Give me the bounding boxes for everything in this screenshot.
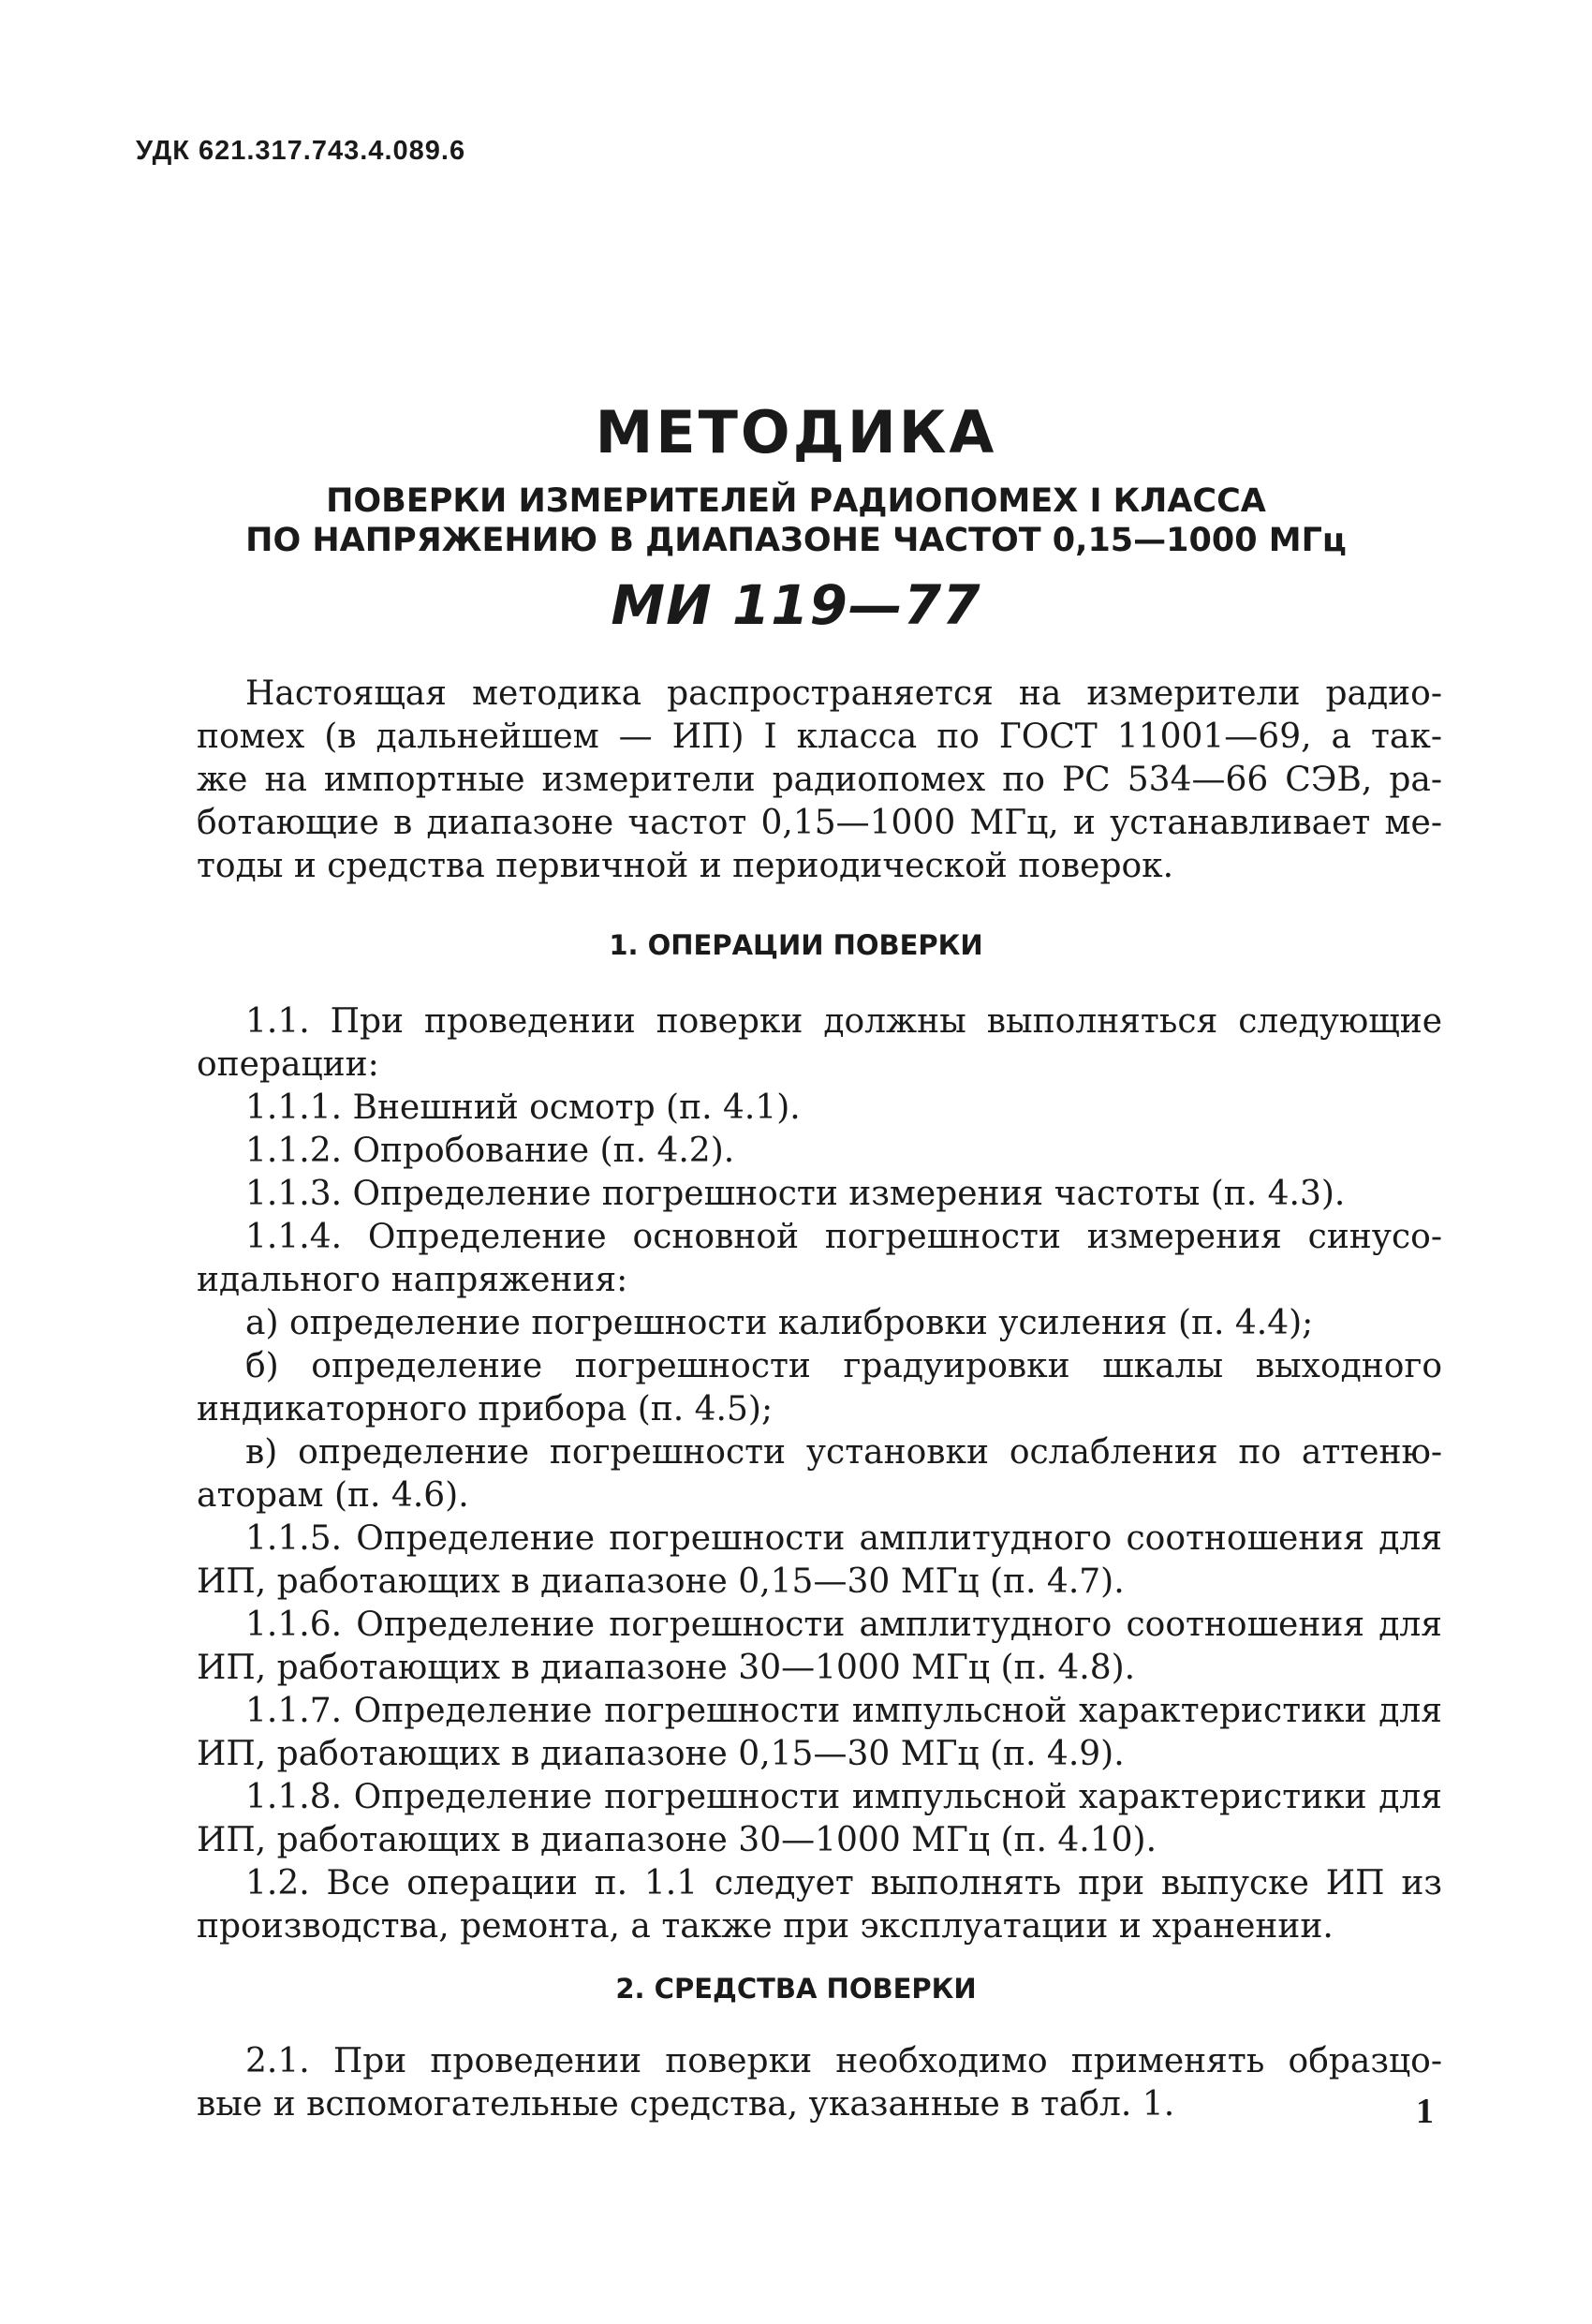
section-1-line: а) определение погрешности калибровки усиления (п. 4.4); — [245, 1304, 1314, 1342]
intro-line: Настоящая методика распространяется на измерители радио- — [245, 674, 1442, 713]
section-1-line: идального напряжения: — [197, 1261, 628, 1299]
section-1-line: 1.1. При проведении поверки должны выполняться следующие — [245, 1002, 1442, 1041]
section-1-line: 1.1.2. Опробование (п. 4.2). — [245, 1132, 735, 1170]
section-1-line: ИП, работающих в диапазоне 30—1000 МГц (п. 4.10). — [197, 1821, 1157, 1859]
section-1-line: индикаторного прибора (п. 4.5); — [197, 1390, 774, 1428]
document-subtitle-line-1: ПОВЕРКИ ИЗМЕРИТЕЛЕЙ РАДИОПОМЕХ I КЛАССА — [326, 482, 1266, 520]
section-1-line: б) определение погрешности градуировки шкалы выходного — [245, 1347, 1442, 1385]
intro-line: ботающие в диапазоне частот 0,15—1000 МГц, и устанавливает ме- — [197, 804, 1442, 842]
section-1-line: в) определение погрешности установки ослабления по аттеню- — [245, 1433, 1442, 1472]
section-1-line: ИП, работающих в диапазоне 0,15—30 МГц (п. 4.7). — [197, 1562, 1125, 1601]
section-1-line: 1.1.8. Определение погрешности импульсной характеристики для — [245, 1778, 1442, 1816]
section-1-line: 1.1.7. Определение погрешности импульсной характеристики для — [245, 1692, 1442, 1730]
section-1-line: 1.1.6. Определение погрешности амплитудного соотношения для — [245, 1606, 1442, 1644]
section-1-heading: 1. ОПЕРАЦИИ ПОВЕРКИ — [609, 929, 983, 961]
intro-line: помех (в дальнейшем — ИП) I класса по ГОСТ 11001—69, а так- — [197, 718, 1442, 756]
section-1-line: 1.2. Все операции п. 1.1 следует выполнять при выпуске ИП из — [245, 1864, 1442, 1902]
document-code: МИ 119—77 — [611, 573, 981, 637]
section-1-line: производства, ремонта, а также при эксплуатации и хранении. — [197, 1907, 1334, 1946]
section-2-line: вые и вспомогательные средства, указанные в табл. 1. — [197, 2085, 1175, 2124]
document-title: МЕТОДИКА — [595, 398, 997, 466]
intro-line: же на импортные измерители радиопомех по РС 534—66 СЭВ, ра- — [197, 761, 1442, 799]
section-2-line: 2.1. При проведении поверки необходимо применять образцо- — [245, 2042, 1442, 2080]
section-1-line: ИП, работающих в диапазоне 30—1000 МГц (п. 4.8). — [197, 1649, 1136, 1687]
document-subtitle-line-2: ПО НАПРЯЖЕНИЮ В ДИАПАЗОНЕ ЧАСТОТ 0,15—1000 МГц — [245, 522, 1347, 559]
section-1-line: аторам (п. 4.6). — [197, 1476, 469, 1515]
intro-line: тоды и средства первичной и периодической поверок. — [197, 847, 1174, 885]
page-number: 1 — [1416, 2092, 1434, 2131]
section-1-line: 1.1.3. Определение погрешности измерения частоты (п. 4.3). — [245, 1175, 1346, 1213]
section-1-line: операции: — [197, 1045, 379, 1084]
section-1-line: ИП, работающих в диапазоне 0,15—30 МГц (п. 4.9). — [197, 1735, 1125, 1773]
section-1-line: 1.1.4. Определение основной погрешности измерения синусо- — [245, 1218, 1442, 1256]
section-1-line: 1.1.1. Внешний осмотр (п. 4.1). — [245, 1088, 801, 1127]
udk-code: УДК 621.317.743.4.089.6 — [136, 136, 466, 166]
section-1-line: 1.1.5. Определение погрешности амплитудного соотношения для — [245, 1519, 1442, 1558]
section-2-heading: 2. СРЕДСТВА ПОВЕРКИ — [615, 1973, 977, 2005]
